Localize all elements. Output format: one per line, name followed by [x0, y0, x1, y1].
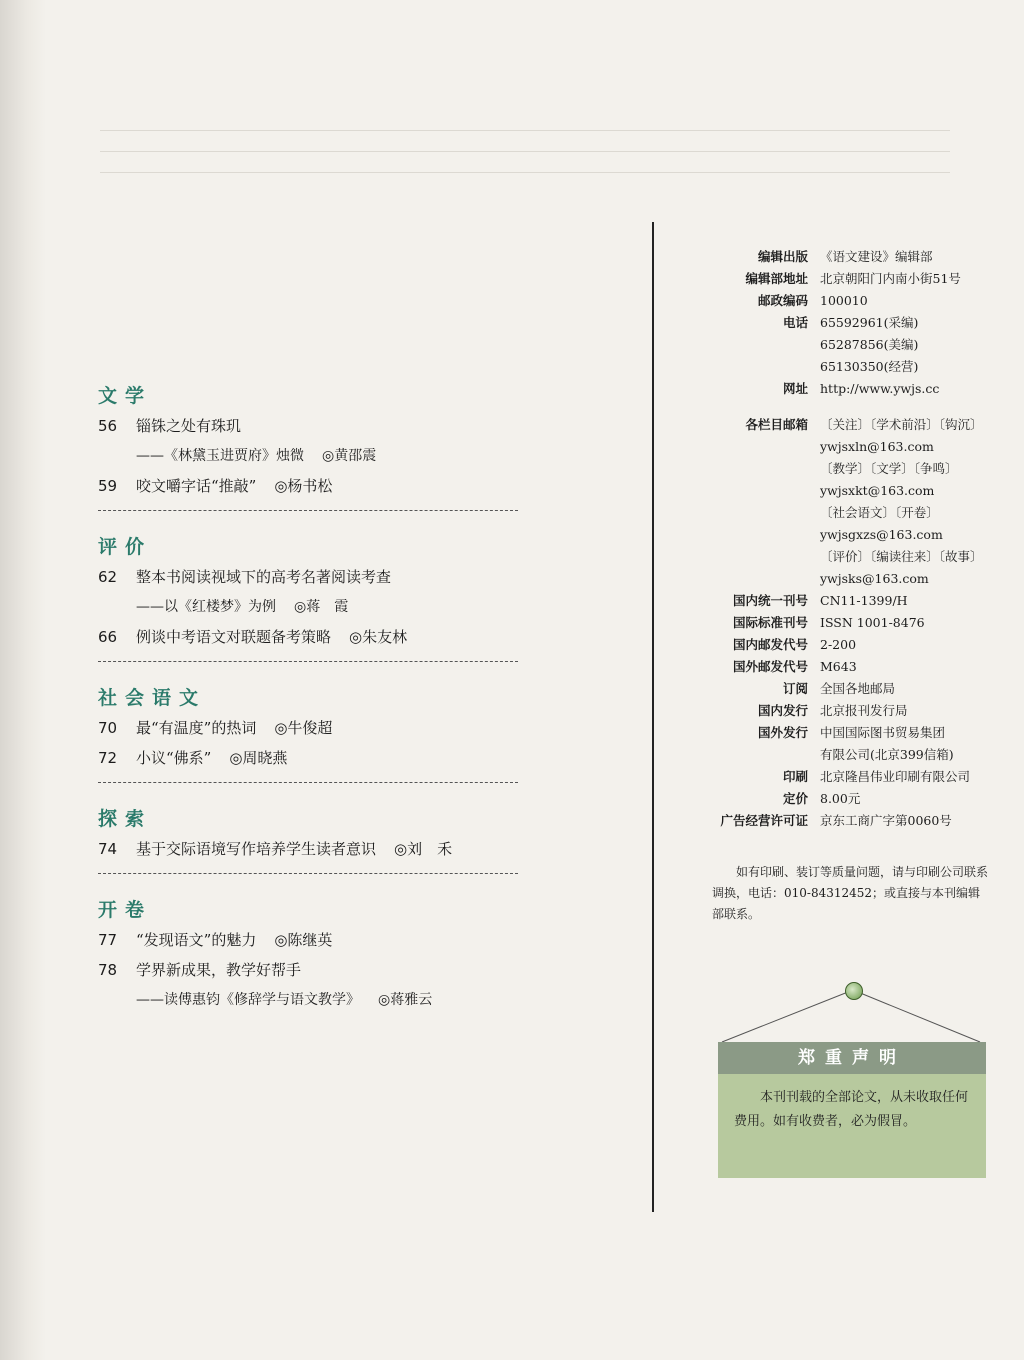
article-subtitle: ——以《红楼梦》为例: [136, 599, 276, 615]
masthead-value: 〔评价〕〔编读往来〕〔故事〕: [820, 549, 983, 564]
masthead-row: [668, 766, 1008, 788]
page-number: 72: [98, 749, 118, 767]
masthead-row: [668, 700, 1008, 722]
masthead-row: [668, 788, 1008, 810]
article-author: ◎蒋 霞: [294, 599, 349, 615]
masthead-label: [668, 334, 820, 356]
masthead-value: M643: [820, 659, 857, 674]
masthead-value: http://www.ywjs.cc: [820, 381, 940, 396]
article-author: ◎牛俊超: [274, 719, 333, 737]
masthead-label: 国外邮发代号: [732, 659, 808, 674]
article-subtitle-row: [98, 446, 520, 476]
section-title: 探索: [98, 808, 153, 830]
contents-entry: [98, 416, 520, 446]
masthead-label: 订阅: [782, 681, 808, 696]
contents-entry: [98, 839, 520, 869]
article-title: 最“有温度”的热词: [136, 719, 257, 737]
masthead-row: [668, 590, 1008, 612]
page-number: 59: [98, 477, 118, 495]
section-divider: [98, 782, 518, 783]
masthead-label: [668, 436, 820, 458]
masthead-row: [668, 502, 1008, 524]
contents-entry: [98, 960, 520, 990]
masthead-value: ywjsxln@163.com: [820, 439, 934, 454]
masthead-label: 国内邮发代号: [732, 637, 808, 652]
contents-entry: [98, 748, 520, 778]
masthead-value: 北京朝阳门内南小街51号: [820, 271, 961, 286]
masthead-value: 100010: [820, 293, 868, 308]
page-fold-shadow: [0, 0, 46, 1360]
masthead-value: ywjsks@163.com: [820, 571, 929, 586]
declaration-body: 本刊刊载的全部论文，从未收取任何费用。如有收费者，必为假冒。: [734, 1090, 969, 1129]
masthead-value: 全国各地邮局: [820, 681, 896, 696]
masthead-row: [668, 246, 1008, 268]
article-title: 学界新成果，教学好帮手: [136, 961, 302, 979]
masthead-row: [668, 414, 1008, 436]
page-number: 66: [98, 628, 118, 646]
section-title: 评价: [98, 536, 153, 558]
masthead-value: 有限公司(北京399信箱): [820, 747, 954, 762]
pin-icon: [845, 982, 863, 1000]
contents-entry: [98, 567, 520, 597]
contents-entry: [98, 930, 520, 960]
section-title: 文学: [98, 385, 153, 407]
masthead-label: [668, 400, 820, 414]
masthead-row: [668, 634, 1008, 656]
declaration-title: 郑重声明: [718, 1042, 986, 1074]
masthead-label: 国际标准刊号: [732, 615, 808, 630]
article-title: 锱铢之处有珠玑: [136, 417, 242, 435]
masthead-value: [820, 400, 1008, 414]
masthead-row: [668, 744, 1008, 766]
article-title: “发现语文”的魅力: [136, 931, 257, 949]
masthead-label: [668, 356, 820, 378]
masthead-row: [668, 268, 1008, 290]
masthead-row: [668, 568, 1008, 590]
declaration-box: [718, 1042, 986, 1178]
masthead-row: [668, 312, 1008, 334]
masthead-row: [668, 356, 1008, 378]
article-author: ◎杨书松: [274, 477, 333, 495]
masthead-row: [668, 290, 1008, 312]
article-subtitle-row: [98, 990, 520, 1020]
masthead-row: [668, 480, 1008, 502]
masthead-value: ywjsxkt@163.com: [820, 483, 935, 498]
article-author: ◎刘 禾: [394, 840, 453, 858]
masthead-row: [668, 400, 1008, 414]
masthead-value: ISSN 1001-8476: [820, 615, 925, 630]
masthead-value: 65130350(经营): [820, 359, 919, 374]
masthead-label: [668, 502, 820, 524]
table-of-contents: [98, 382, 520, 1020]
masthead-value: 65592961(采编): [820, 315, 919, 330]
article-author: ◎陈继英: [274, 931, 333, 949]
contents-entry: [98, 627, 520, 657]
article-subtitle: ——读傅惠钧《修辞学与语文教学》: [136, 992, 360, 1008]
masthead-value: 北京隆昌伟业印刷有限公司: [820, 769, 971, 784]
section-title: 开卷: [98, 899, 153, 921]
page-number: 77: [98, 931, 118, 949]
section-title: 社会语文: [98, 687, 207, 709]
masthead-value: 65287856(美编): [820, 337, 919, 352]
masthead-value: 〔社会语文〕〔开卷〕: [820, 505, 939, 520]
article-title: 小议“佛系”: [136, 749, 212, 767]
article-author: ◎朱友林: [349, 628, 408, 646]
masthead-label: 印刷: [782, 769, 808, 784]
masthead-row: [668, 458, 1008, 480]
masthead-label: [668, 546, 820, 568]
article-author: ◎周晓燕: [229, 749, 288, 767]
article-author: ◎黄邵震: [322, 448, 377, 464]
masthead-row: [668, 810, 1008, 832]
masthead-label: [668, 458, 820, 480]
masthead-row: [668, 546, 1008, 568]
masthead-label: 国内统一刊号: [732, 593, 808, 608]
page-number: 70: [98, 719, 118, 737]
masthead-row: [668, 334, 1008, 356]
masthead-info: [668, 246, 1008, 832]
section-divider: [98, 510, 518, 511]
article-title: 咬文嚼字话“推敲”: [136, 477, 257, 495]
masthead-label: [668, 480, 820, 502]
article-author: ◎蒋雅云: [378, 992, 433, 1008]
masthead-label: 电话: [782, 315, 808, 330]
masthead-row: [668, 612, 1008, 634]
masthead-value: 〔教学〕〔文学〕〔争鸣〕: [820, 461, 958, 476]
page-number: 78: [98, 961, 118, 979]
masthead-row: [668, 378, 1008, 400]
section-divider: [98, 661, 518, 662]
masthead-label: 邮政编码: [757, 293, 808, 308]
article-subtitle: ——《林黛玉进贾府》烛微: [136, 448, 304, 464]
masthead-label: 网址: [782, 381, 808, 396]
page-number: 74: [98, 840, 118, 858]
masthead-value: CN11-1399/H: [820, 593, 908, 608]
masthead-value: 中国国际图书贸易集团: [820, 725, 946, 740]
article-title: 例谈中考语文对联题备考策略: [136, 628, 332, 646]
masthead-label: [668, 744, 820, 766]
article-title: 整本书阅读视域下的高考名著阅读考查: [136, 568, 392, 586]
masthead-label: [668, 568, 820, 590]
masthead-label: 国外发行: [757, 725, 808, 740]
masthead-value: 〔关注〕〔学术前沿〕〔钩沉〕: [820, 417, 983, 432]
masthead-label: 编辑部地址: [745, 271, 808, 286]
page-number: 56: [98, 417, 118, 435]
masthead-value: 8.00元: [820, 791, 861, 806]
masthead-label: 广告经营许可证: [720, 813, 808, 828]
masthead-value: 京东工商广字第0060号: [820, 813, 952, 828]
masthead-row: [668, 436, 1008, 458]
masthead-label: [668, 524, 820, 546]
masthead-label: 各栏目邮箱: [745, 417, 808, 432]
masthead-value: ywjsgxzs@163.com: [820, 527, 943, 542]
masthead-value: 2-200: [820, 637, 857, 652]
masthead-label: 编辑出版: [757, 249, 808, 264]
contents-entry: [98, 476, 520, 506]
masthead-value: 北京报刊发行局: [820, 703, 908, 718]
masthead-row: [668, 524, 1008, 546]
section-divider: [98, 873, 518, 874]
masthead-row: [668, 722, 1008, 744]
column-divider: [652, 222, 654, 1212]
contents-entry: [98, 718, 520, 748]
masthead-label: 国内发行: [757, 703, 808, 718]
masthead-value: 《语文建设》编辑部: [820, 249, 933, 264]
masthead-row: [668, 656, 1008, 678]
masthead-row: [668, 678, 1008, 700]
page-number: 62: [98, 568, 118, 586]
quality-notice: 如有印刷、装订等质量问题，请与印刷公司联系调换，电话：010-84312452；或直接与本刊编辑部联系。: [712, 865, 989, 921]
article-title: 基于交际语境写作培养学生读者意识: [136, 840, 377, 858]
article-subtitle-row: [98, 597, 520, 627]
masthead-label: 定价: [782, 791, 808, 806]
